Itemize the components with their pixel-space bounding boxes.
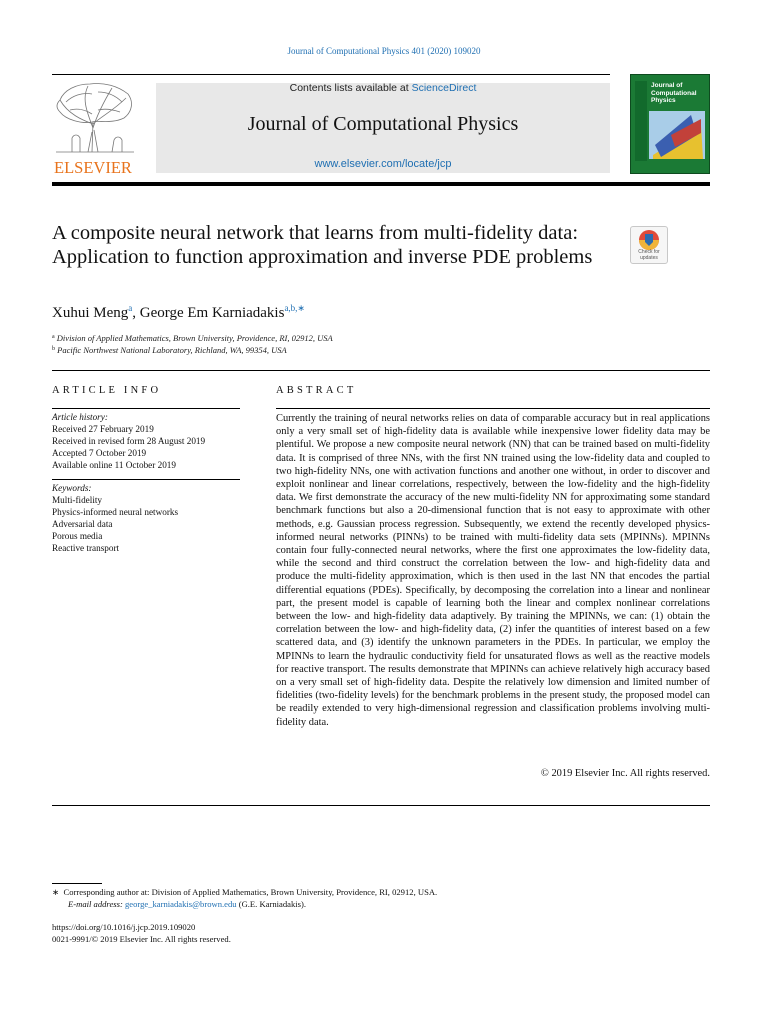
check-for-updates-button[interactable] xyxy=(630,226,668,264)
affiliation-text: Pacific Northwest National Laboratory, Richland, WA, 99354, USA xyxy=(57,345,287,355)
history-item: Accepted 7 October 2019 xyxy=(52,448,147,458)
article-title: A composite neural network that learns from multi-fidelity data: Application to function approximation and inverse PDE problems xyxy=(52,222,593,268)
header-thick-rule xyxy=(52,182,710,186)
article-info-rule xyxy=(52,408,240,409)
history-item: Received 27 February 2019 xyxy=(52,424,154,434)
author-affiliation-mark[interactable]: a,b,∗ xyxy=(284,303,305,313)
elsevier-logo xyxy=(52,80,138,176)
doi-link[interactable]: https://doi.org/10.1016/j.jcp.2019.109020 xyxy=(52,922,196,932)
abstract-end-rule xyxy=(52,805,710,806)
keywords-label: Keywords: xyxy=(52,483,92,493)
keywords-rule xyxy=(52,479,240,480)
abstract-rule xyxy=(276,408,710,409)
abstract-copyright: © 2019 Elsevier Inc. All rights reserved. xyxy=(540,768,710,779)
svg-text:ELSEVIER: ELSEVIER xyxy=(54,158,132,176)
journal-citation-link[interactable]: Journal of Computational Physics 401 (2020) 109020 xyxy=(287,46,481,56)
author-name[interactable]: George Em Karniadakis xyxy=(139,305,285,321)
keyword-item: Adversarial data xyxy=(52,519,113,529)
corresponding-author-note xyxy=(52,886,437,898)
email-label: E-mail address: xyxy=(68,899,123,909)
keyword-item: Physics-informed neural networks xyxy=(52,507,179,517)
section-rule xyxy=(52,370,710,371)
keyword-item: Multi-fidelity xyxy=(52,495,103,505)
email-note xyxy=(68,898,306,910)
journal-cover-image[interactable] xyxy=(630,74,710,174)
affiliation-text: Division of Applied Mathematics, Brown University, Providence, RI, 02912, USA xyxy=(56,333,333,343)
author-name[interactable]: Xuhui Meng xyxy=(52,305,129,321)
keyword-item: Reactive transport xyxy=(52,543,120,553)
history-label: Article history: xyxy=(52,412,108,422)
affiliation-b xyxy=(52,345,287,355)
history-item: Available online 11 October 2019 xyxy=(52,460,176,470)
cover-art-icon xyxy=(631,75,709,173)
header-rule xyxy=(52,74,610,75)
footnote-star: ∗ xyxy=(52,887,60,897)
issn-copyright: 0021-9991/© 2019 Elsevier Inc. All rights reserved. xyxy=(52,934,231,944)
email-link[interactable]: george_karniadakis@brown.edu xyxy=(124,899,237,909)
author-affiliation-mark[interactable]: a xyxy=(128,303,133,313)
history-item: Received in revised form 28 August 2019 xyxy=(52,436,206,446)
elsevier-tree-icon xyxy=(52,80,138,176)
journal-name: Journal of Computational Physics xyxy=(247,113,519,135)
check-for-updates-label: Check for updates xyxy=(638,249,660,261)
keyword-item: Porous media xyxy=(52,531,103,541)
article-info-heading: ARTICLE INFO xyxy=(52,385,162,396)
contents-prefix: Contents lists available at xyxy=(289,82,412,94)
abstract-heading: ABSTRACT xyxy=(276,385,357,396)
corresponding-text: Corresponding author at: Division of Applied Mathematics, Brown University, Providence, RI, 02912, USA. xyxy=(63,887,438,897)
author-list: Xuhui Meng$^a$, George Em Karniadakis$^{a,b,∗}$ xyxy=(52,303,305,321)
affiliation-mark: a xyxy=(52,334,55,340)
keywords-block xyxy=(52,482,242,554)
cover-title: Journal of Computational Physics xyxy=(651,82,697,104)
contents-line xyxy=(156,82,610,94)
email-owner: (G.E. Karniadakis). xyxy=(238,899,307,909)
footnote-rule xyxy=(52,883,102,884)
abstract-text: Currently the training of neural networks relies on data of comparable accuracy but in real applications only a very small set of high-fidelity data is available while inexpensive lower fidelity data may be plentiful. We propose a new composite neural network (NN) that can be trained based on multi-fidelity data. It is comprised of three NNs, with the first NN trained using the low-fidelity data and coupled to two high-fidelity NNs, one with activation functions and another one without, in order to discover and exploit nonlinear and linear correlations, respectively, between the low-fidelity and the high-fidelity data. We first demonstrate the accuracy of the new multi-fidelity NN for approximating some standard benchmark functions but also a 20-dimensional function that is not easy to approximate with other methods, e.g. Gaussian process regression. Subsequently, we extend the recently developed physics-informed neural networks (PINNs) to be trained with multi-fidelity data sets (MPINNs). MPINNs contain four fully-connected neural networks, where the first one approximates the low-fidelity data, while the second and third construct the correlation between the low- and high-fidelity data and produce the multi-fidelity approximation, which is then used in the last NN that encodes the partial differential equations (PDEs). Specifically, by decomposing the correlation into a linear and nonlinear part, the present model is capable of learning both the linear and complex nonlinear correlations between the low- and high-fidelity data adaptively. By training the MPINNs, we can: (1) obtain the correlation between the low- and high-fidelity data, (2) infer the quantities of interest based on a few scattered data, and (3) identify the unknown parameters in the PDEs. In particular, we employ the MPINNs to learn the hydraulic conductivity field for unsaturated flows as well as the reactive models for reactive transport. The results demonstrate that MPINNs can achieve relatively high accuracy based on a very small set of high-fidelity data. Despite the relatively low dimension and limited number of fidelities (two-fidelity levels) for the benchmark problems in the present study, the proposed model can be readily extended to very high-dimensional regression and classification problems involving multi-fidelity data. xyxy=(276,413,710,728)
article-history xyxy=(52,411,242,471)
affiliation-mark: b xyxy=(52,346,55,352)
affiliation-a xyxy=(52,333,333,343)
sciencedirect-link[interactable]: ScienceDirect xyxy=(411,82,477,94)
journal-homepage-link[interactable]: www.elsevier.com/locate/jcp xyxy=(314,158,452,170)
